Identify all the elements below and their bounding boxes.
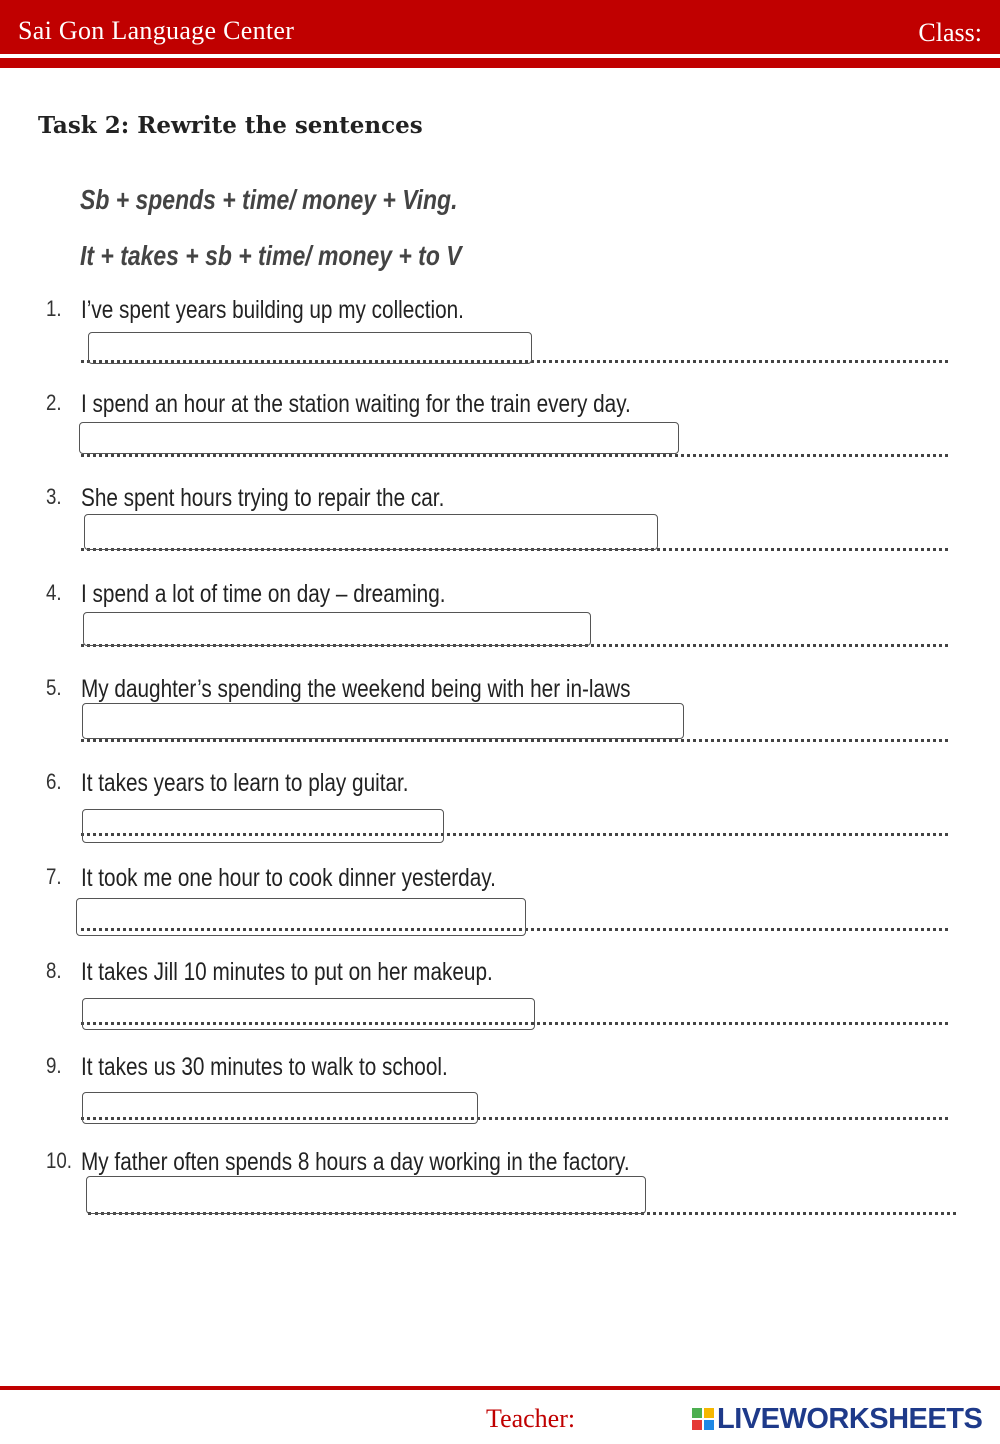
task-title: Task 2: Rewrite the sentences bbox=[38, 112, 423, 139]
question-item bbox=[46, 390, 956, 484]
answer-input[interactable] bbox=[82, 998, 535, 1030]
liveworksheets-brand: LIVEWORKSHEETS bbox=[717, 1402, 983, 1435]
question-item bbox=[46, 864, 956, 958]
question-text: I spend a lot of time on day – dreaming. bbox=[81, 580, 446, 608]
question-number: 9. bbox=[46, 1053, 62, 1078]
answer-dotted-line bbox=[81, 739, 948, 742]
question-number: 3. bbox=[46, 484, 62, 509]
question-item bbox=[46, 1148, 956, 1242]
question-item bbox=[46, 484, 956, 578]
question-item bbox=[46, 675, 956, 769]
liveworksheets-logo-icon bbox=[692, 1408, 714, 1430]
question-item bbox=[46, 769, 956, 863]
question-number: 1. bbox=[46, 296, 62, 321]
question-number: 4. bbox=[46, 580, 62, 605]
answer-input[interactable] bbox=[79, 422, 679, 454]
question-number: 8. bbox=[46, 958, 62, 983]
question-number: 7. bbox=[46, 864, 62, 889]
answer-input[interactable] bbox=[82, 809, 444, 843]
question-number: 2. bbox=[46, 390, 62, 415]
question-text: It takes years to learn to play guitar. bbox=[81, 769, 409, 797]
answer-input[interactable] bbox=[76, 898, 526, 936]
question-item bbox=[46, 1053, 956, 1147]
question-number: 10. bbox=[46, 1148, 73, 1173]
header-bar bbox=[0, 0, 1000, 54]
question-text: My father often spends 8 hours a day working in the factory. bbox=[81, 1148, 630, 1176]
question-text: My daughter’s spending the weekend being with her in-laws bbox=[81, 675, 631, 703]
teacher-label: Teacher: bbox=[486, 1404, 576, 1433]
formula-spend: Sb + spends + time/ money + Ving. bbox=[80, 184, 458, 215]
footer-divider bbox=[0, 1386, 1000, 1390]
class-label: Class: bbox=[918, 18, 982, 47]
question-text: It took me one hour to cook dinner yesterday. bbox=[81, 864, 496, 892]
liveworksheets-logo bbox=[692, 1402, 982, 1436]
question-number: 6. bbox=[46, 769, 62, 794]
answer-dotted-line bbox=[81, 454, 948, 457]
answer-input[interactable] bbox=[88, 332, 532, 364]
question-text: She spent hours trying to repair the car. bbox=[81, 484, 445, 512]
answer-input[interactable] bbox=[86, 1176, 646, 1214]
formula-take: It + takes + sb + time/ money + to V bbox=[80, 240, 462, 271]
header-divider bbox=[0, 58, 1000, 68]
answer-input[interactable] bbox=[82, 1092, 478, 1124]
answer-input[interactable] bbox=[83, 612, 591, 646]
question-item bbox=[46, 580, 956, 674]
answer-input[interactable] bbox=[82, 703, 684, 739]
question-text: I’ve spent years building up my collection. bbox=[81, 296, 464, 324]
question-text: I spend an hour at the station waiting for the train every day. bbox=[81, 390, 631, 418]
question-item bbox=[46, 296, 956, 390]
question-number: 5. bbox=[46, 675, 62, 700]
question-text: It takes Jill 10 minutes to put on her makeup. bbox=[81, 958, 493, 986]
center-name: Sai Gon Language Center bbox=[18, 16, 295, 45]
question-text: It takes us 30 minutes to walk to school. bbox=[81, 1053, 448, 1081]
question-item bbox=[46, 958, 956, 1052]
answer-input[interactable] bbox=[84, 514, 658, 550]
